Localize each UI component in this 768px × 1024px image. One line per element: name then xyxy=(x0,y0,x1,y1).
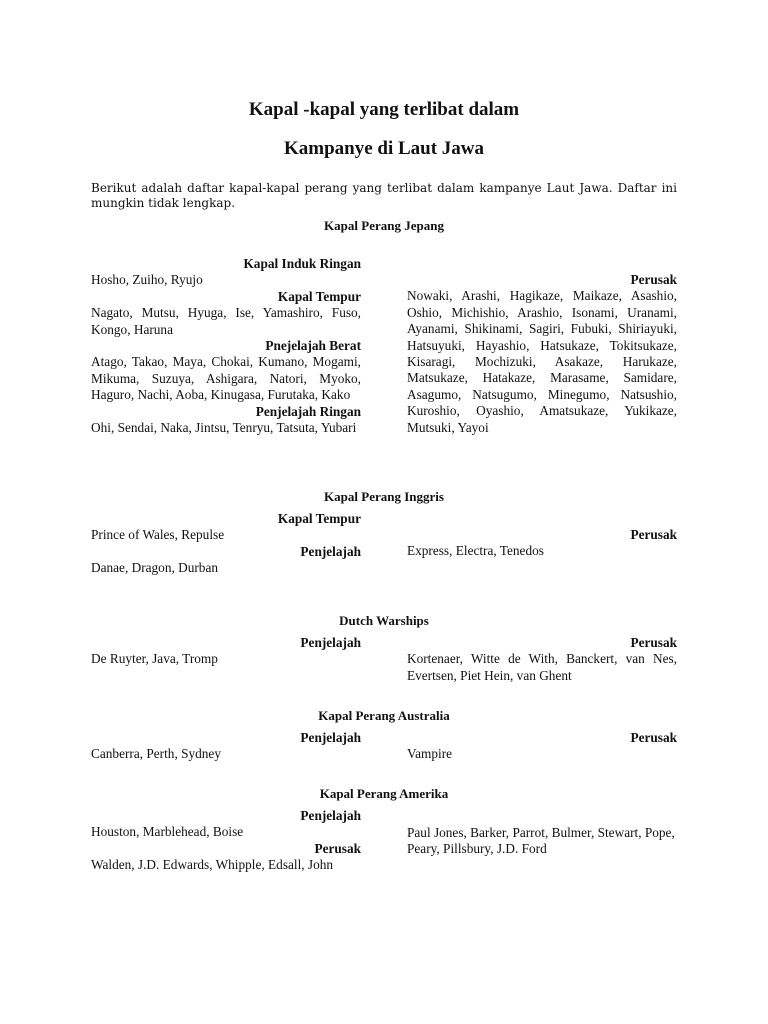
section-heading-america: Kapal Perang Amerika xyxy=(319,786,449,801)
section-heading-britain: Kapal Perang Inggris xyxy=(324,489,444,504)
britain-left-column xyxy=(91,511,361,577)
japan-destroyers-label: Perusak xyxy=(630,272,677,287)
japan-carriers-list: Hosho, Zuiho, Ryujo xyxy=(91,272,203,288)
america-cruisers-list: Houston, Marblehead, Boise xyxy=(91,824,244,840)
section-heading-dutch: Dutch Warships xyxy=(339,613,429,628)
japan-battleships-label: Kapal Tempur xyxy=(277,288,361,304)
america-left-column xyxy=(91,808,361,874)
document-title-line1: Kapal -kapal yang terlibat dalam xyxy=(248,99,520,120)
dutch-destroyers-label: Perusak xyxy=(630,635,677,650)
australia-destroyers-label: Perusak xyxy=(630,730,677,745)
dutch-cruisers-list: De Ruyter, Java, Tromp xyxy=(91,651,218,667)
japan-right-column xyxy=(407,272,677,436)
japan-heavy-cruisers-label: Pnejelajah Berat xyxy=(265,338,361,354)
dutch-left-column xyxy=(91,635,361,668)
britain-battleships-list: Prince of Wales, Repulse xyxy=(91,527,225,543)
britain-destroyers-list: Express, Electra, Tenedos xyxy=(407,543,544,559)
britain-destroyers-label: Perusak xyxy=(630,527,677,542)
japan-carriers-label: Kapal Induk Ringan xyxy=(243,256,361,271)
japan-heavy-cruisers-list: Atago, Takao, Maya, Chokai, Kumano, Mogami, Mikuma, Suzuya, Ashigara, Natori, Myoko, Haguro, Nachi, Aoba, Kinugasa, Furutaka, Kako xyxy=(91,354,361,403)
dutch-right-column xyxy=(407,635,677,684)
document-title-line2: Kampanye di Laut Jawa xyxy=(283,138,485,159)
japan-left-column xyxy=(91,256,361,436)
america-right-column xyxy=(407,825,677,858)
america-destroyers-list-part1: Walden, J.D. Edwards, Whipple, Edsall, John xyxy=(91,857,334,873)
america-destroyers-label: Perusak xyxy=(314,840,361,856)
dutch-cruisers-label: Penjelajah xyxy=(300,635,361,650)
japan-light-cruisers-list: Ohi, Sendai, Naka, Jintsu, Tenryu, Tatsuta, Yubari xyxy=(91,420,357,436)
australia-cruisers-list: Canberra, Perth, Sydney xyxy=(91,746,221,762)
britain-cruisers-label: Penjelajah xyxy=(300,543,361,559)
america-destroyers-list-part2: Paul Jones, Barker, Parrot, Bulmer, Stewart, Pope, Peary, Pillsbury, J.D. Ford xyxy=(407,825,675,857)
australia-left-column xyxy=(91,730,361,763)
intro-paragraph: Berikut adalah daftar kapal-kapal perang yang terlibat dalam kampanye Laut Jawa. Daftar ini mungkin tidak lengkap. xyxy=(91,181,677,210)
britain-cruisers-list: Danae, Dragon, Durban xyxy=(91,560,219,576)
australia-cruisers-label: Penjelajah xyxy=(300,730,361,745)
australia-right-column xyxy=(407,730,677,763)
america-cruisers-label: Penjelajah xyxy=(300,808,361,823)
japan-light-cruisers-label: Penjelajah Ringan xyxy=(255,403,361,419)
dutch-destroyers-list: Kortenaer, Witte de With, Banckert, van Nes, Evertsen, Piet Hein, van Ghent xyxy=(407,651,677,683)
japan-destroyers-list: Nowaki, Arashi, Hagikaze, Maikaze, Asashio, Oshio, Michishio, Arashio, Isonami, Uranami, Ayanami, Shikinami, Sagiri, Fubuki, Shiriayuki, Hatsuyuki, Hayashio, Hatsukaze, Tokitsukaze, Kisaragi, Mochizuki, Asakaze, Harukaze, Matsukaze, Hatakaze, Marasame, Samidare, Asagumo, Natsugumo, Minegumo, Natsushio, Kuroshio, Oyashio, Amatsukaze, Yukikaze, Mutsuki, Yayoi xyxy=(407,288,677,435)
japan-battleships-list: Nagato, Mutsu, Hyuga, Ise, Yamashiro, Fuso, Kongo, Haruna xyxy=(91,305,361,337)
section-heading-australia: Kapal Perang Australia xyxy=(318,708,450,723)
britain-battleships-label: Kapal Tempur xyxy=(277,511,361,526)
section-heading-japan: Kapal Perang Jepang xyxy=(324,218,444,233)
australia-destroyers-list: Vampire xyxy=(407,746,453,762)
britain-right-column xyxy=(407,527,677,560)
